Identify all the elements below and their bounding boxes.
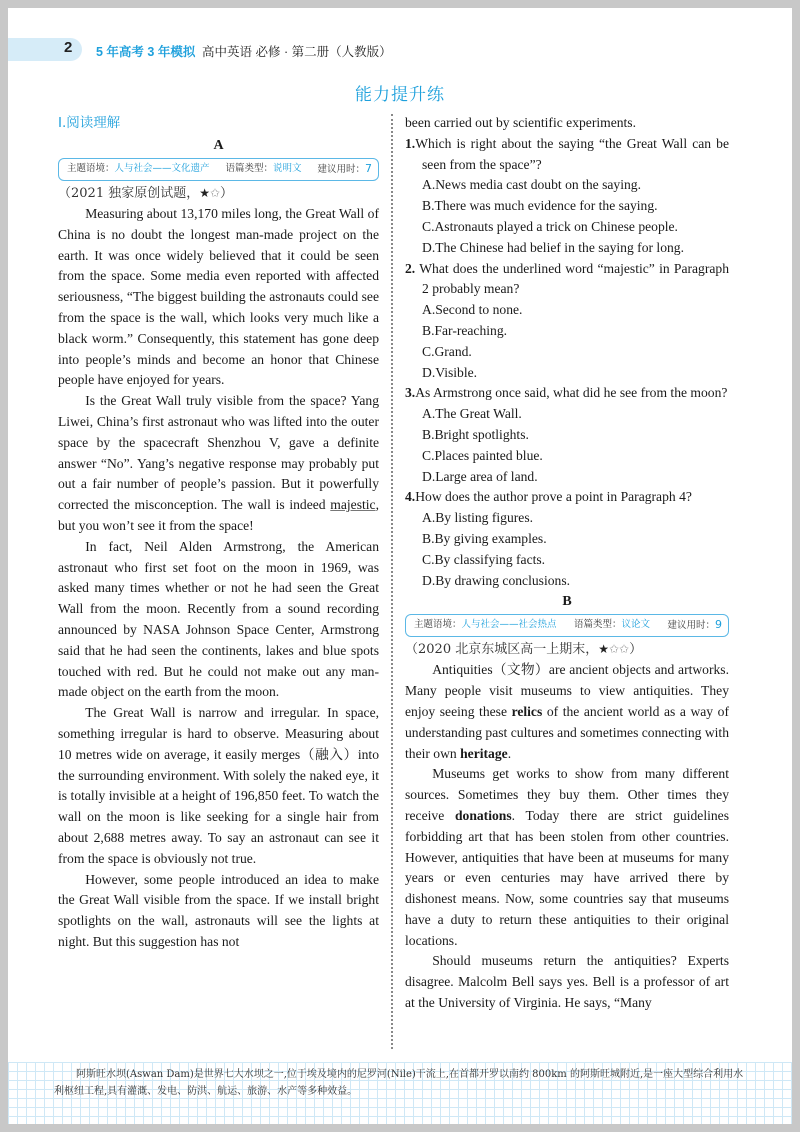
answer-option[interactable]: D.Visible.	[422, 364, 478, 380]
question-text: What does the underlined word “majestic” in Paragraph 2 probably mean?	[415, 260, 729, 297]
question-item	[405, 259, 729, 384]
footer-note: 阿斯旺水坝(Aswan Dam)是世界七大水坝之一,位于埃及境内的尼罗河(Nile)干流上,在首都开罗以南约 800km 的阿斯旺城附近,是一座大型综合利用水利枢纽工程,具有灌溉、发电、防洪、航运、旅游、水产等多种效益。	[54, 1069, 744, 1097]
answer-option[interactable]: A.Second to none.	[422, 302, 523, 318]
underlined-word: majestic	[330, 497, 376, 513]
question-item	[405, 487, 729, 591]
answer-option[interactable]: C.Astronauts played a trick on Chinese people.	[422, 218, 678, 234]
text-span: . Today there are strict guidelines forbidding art that has been stolen from other countries. However, antiquities that have been at museums for many years or even centuries may have arrived there by dishonest means. Now, some countries say that museums have a duty to return these antiquities to their original locations.	[405, 807, 729, 948]
question-number: 2.	[405, 260, 416, 276]
question-text: How does the author prove a point in Paragraph 4?	[415, 489, 692, 505]
star-hollow-icon: ✩	[619, 642, 630, 657]
answer-option[interactable]: B.Bright spotlights.	[422, 426, 529, 442]
passage-a-info-box	[58, 158, 379, 181]
star-hollow-icon: ✩	[608, 642, 620, 657]
text-span: Antiquities（文物）are ancient objects and artworks. Many people visit museums to view antiquities. They enjoy seeing these	[405, 662, 729, 719]
bold-word: heritage	[460, 745, 508, 761]
theme-value: 人与社会——文化遗产	[114, 163, 210, 175]
column-divider	[391, 114, 393, 1049]
genre-label: 语篇类型：	[573, 619, 622, 631]
passage-a-source: （2021 独家原创试题，★✩）	[58, 186, 234, 201]
time-label: 建议用时：	[667, 619, 715, 631]
bold-word: donations	[454, 807, 512, 823]
source-text: （2020 北京东城区高一上期末，	[405, 642, 599, 658]
paragraph-continuation: been carried out by scientific experiments.	[405, 115, 637, 130]
genre-value: 议论文	[621, 619, 651, 631]
passage-b-info-box	[405, 614, 729, 637]
passage-b-source: （2020 北京东城区高一上期末，★✩✩）	[405, 642, 643, 658]
text-span: Museums get works to show from many different sources. Sometimes they buy them. Other times they receive	[405, 766, 729, 823]
source-text: （2021 独家原创试题，	[58, 186, 200, 201]
book-title: 高中英语 必修 · 第二册（人教版）	[202, 45, 392, 59]
series-title: 5 年高考 3 年模拟	[96, 45, 196, 59]
question-text: As Armstrong once said, what did he see from the moon?	[415, 385, 728, 401]
question-text: Which is right about the saying “the Great Wall can be seen from the space”?	[415, 135, 729, 172]
text-span: of the ancient world as a way of understanding past cultures and sometimes connecting with their own	[405, 703, 729, 761]
paragraph: The Great Wall is narrow and irregular. In space, something irregular is hard to observe. Measuring about 10 metres wide on average, it easily merges（融入）into the surrounding environment. With solely the naked eye, it is totally invisible at a height of 196,850 feet. To watch the wall on the moon is like seeking for a single hair from about 2,688 metres away. To say an astronaut can see it from the space is obviously not true.	[58, 705, 379, 866]
paragraph: Should museums return the antiquities? Experts disagree. Malcolm Bell says yes. Bell is a professor of art at the University of Virginia. He says, “Many	[405, 953, 729, 1011]
difficulty-stars	[199, 186, 220, 201]
answer-option[interactable]: B.Far-reaching.	[422, 322, 508, 338]
answer-option[interactable]: B.There was much evidence for the saying.	[422, 198, 658, 214]
paragraph: However, some people introduced an idea to make the Great Wall visible from the space. If we install bright spotlights on the wall, astronauts will see the lights at night. But this suggestion has not	[58, 871, 379, 949]
answer-option[interactable]: A.By listing figures.	[422, 510, 534, 526]
time-value: 7	[364, 161, 372, 175]
genre-info	[574, 615, 650, 636]
answer-option[interactable]: D.The Chinese had belief in the saying for long.	[422, 239, 684, 255]
answer-option[interactable]: D.Large area of land.	[422, 468, 538, 484]
question-stem	[405, 383, 729, 404]
paragraph: Measuring about 13,170 miles long, the Great Wall of China is no doubt the longest man-made project on the earth. It was once widely believed that it could be seen from the space. Some media even reported with affected seriousness, “The biggest building the astronauts could see from the space is the wall, which looks very much like a black worm.” Consequently, this statement has gone deep into people’s minds and become an honor that Chinese people have enjoyed for years.	[58, 206, 379, 388]
star-hollow-icon: ✩	[209, 186, 221, 200]
textbook-page	[8, 8, 792, 1124]
answer-option[interactable]: A.News media cast doubt on the saying.	[422, 177, 641, 193]
right-column	[405, 113, 729, 1014]
theme-value: 人与社会——社会热点	[461, 619, 557, 631]
theme-info	[67, 159, 210, 180]
bold-word: relics	[511, 703, 543, 719]
genre-value: 说明文	[273, 163, 302, 175]
question-item	[405, 383, 729, 487]
time-label: 建议用时：	[317, 163, 365, 175]
paragraph	[405, 764, 729, 951]
time-value: 9	[714, 617, 722, 631]
question-number: 1.	[405, 135, 416, 151]
question-stem	[405, 134, 729, 176]
answer-option[interactable]: B.By giving examples.	[422, 530, 547, 546]
time-info	[317, 159, 372, 181]
question-number: 3.	[405, 385, 416, 401]
text-span: .	[507, 745, 512, 761]
text-span: Is the Great Wall truly visible from the space? Yang Liwei, China’s first astronaut who was lifted into the outer space by the spacecraft Shenzhou V, gave a definite answer “No”. Yang’s negative response may probably put out a fair number of people’s passion. But it powerfully corrected the misconception. The wall is indeed	[58, 393, 379, 513]
left-column	[58, 113, 379, 953]
genre-info	[225, 159, 301, 180]
passage-b-letter: B	[562, 594, 572, 610]
paragraph	[405, 660, 729, 764]
star-filled-icon: ★	[598, 642, 609, 657]
paragraph	[58, 391, 379, 537]
passage-a-letter: A	[213, 138, 224, 153]
star-filled-icon: ★	[199, 186, 210, 200]
question-stem	[405, 487, 729, 508]
paragraph: In fact, Neil Alden Armstrong, the American astronaut who first set foot on the moon in 1969, was asked many times whether or not he had seen the Great Wall from the moon. Recently from a sound recording announced by NASA Johnson Space Center, Armstrong said that he had seen the continents, lakes and blue spots touched with red. But he could not make out any man-made object on the earth from the moon.	[58, 538, 379, 700]
answer-option[interactable]: A.The Great Wall.	[422, 406, 522, 422]
question-item	[405, 134, 729, 259]
difficulty-stars	[598, 642, 629, 657]
answer-option[interactable]: C.By classifying facts.	[422, 551, 546, 567]
theme-label: 主题语境：	[67, 163, 115, 175]
answer-option[interactable]: C.Places painted blue.	[422, 447, 543, 463]
genre-label: 语篇类型：	[225, 163, 273, 175]
part-heading: Ⅰ.阅读理解	[58, 115, 121, 131]
theme-info	[414, 615, 557, 636]
question-number: 4.	[405, 489, 416, 505]
time-info	[667, 615, 722, 637]
page-number: 2	[64, 39, 73, 56]
answer-option[interactable]: D.By drawing conclusions.	[422, 572, 571, 588]
question-list	[405, 134, 729, 592]
question-stem	[405, 259, 729, 301]
text-span: , but you won’t see it from the space!	[58, 497, 379, 533]
answer-option[interactable]: C.Grand.	[422, 343, 472, 359]
theme-label: 主题语境：	[414, 619, 462, 631]
section-title: 能力提升练	[355, 85, 445, 105]
